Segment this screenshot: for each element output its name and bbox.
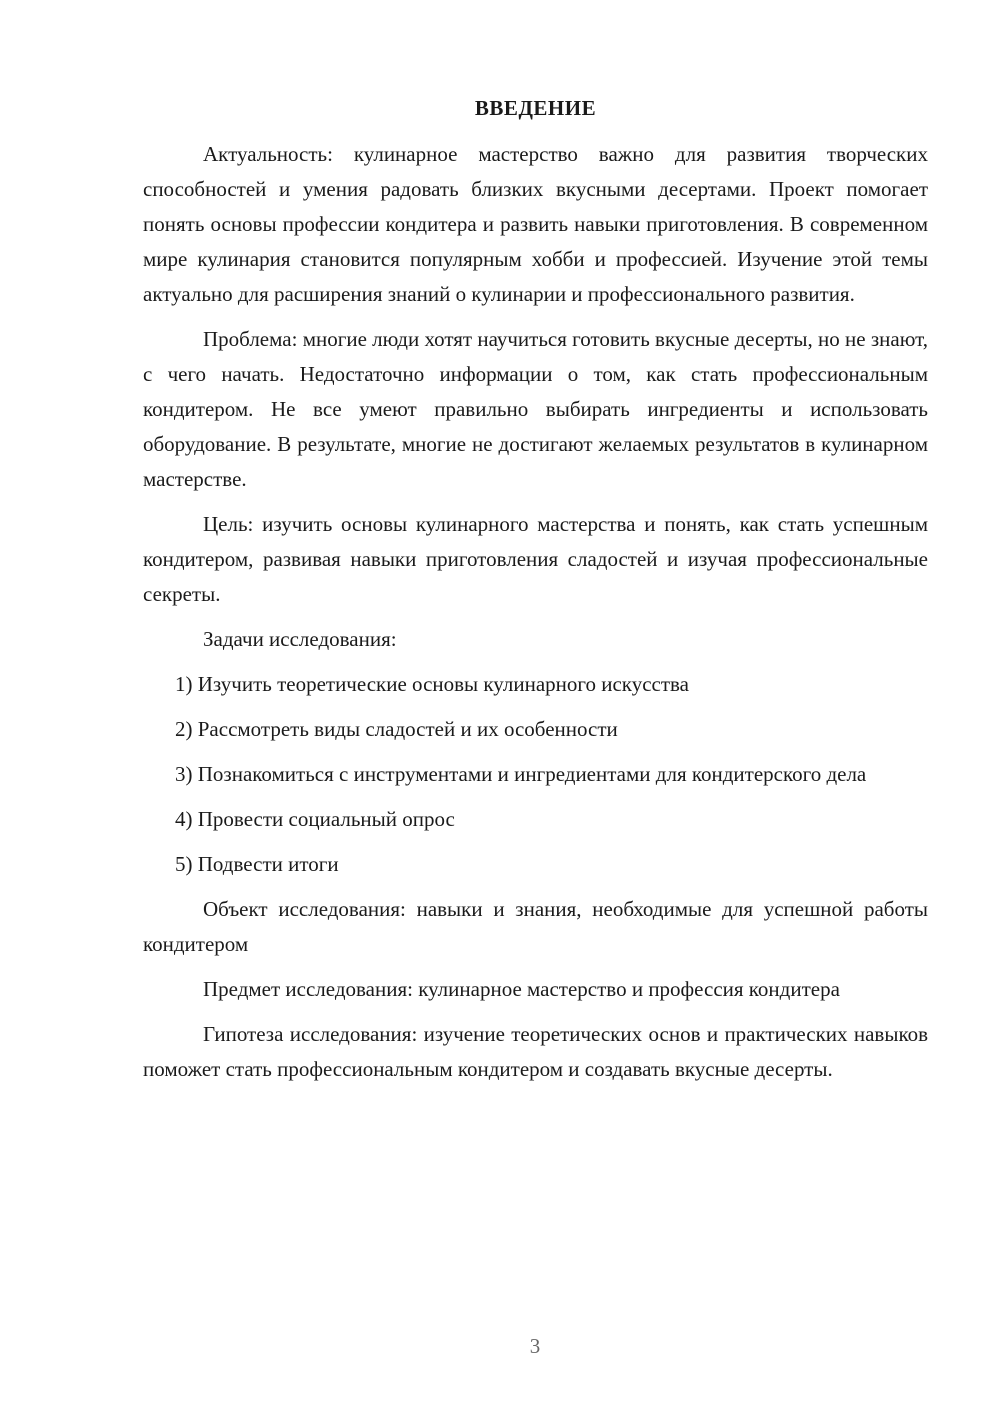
task-item: 5) Подвести итоги (175, 852, 339, 876)
task-item: 1) Изучить теоретические основы кулинарного искусства (175, 672, 689, 696)
document-page (143, 96, 928, 1097)
paragraph-subject: Предмет исследования: кулинарное мастерство и профессия кондитера (203, 977, 840, 1001)
paragraph-hypothesis: Гипотеза исследования: изучение теоретических основ и практических навыков поможет стать профессиональным кондитером и создавать вкусные десерты. (143, 1022, 928, 1081)
tasks-heading: Задачи исследования: (203, 627, 397, 651)
paragraph-relevance: Актуальность: кулинарное мастерство важно для развития творческих способностей и умения радовать близких вкусными десертами. Проект помогает понять основы профессии кондитера и развить навыки приготовления. В современном мире кулинария становится популярным хобби и профессией. Изучение этой темы актуально для расширения знаний о кулинарии и профессионального развития. (143, 142, 928, 306)
paragraph-object: Объект исследования: навыки и знания, необходимые для успешной работы кондитером (143, 897, 928, 956)
task-item: 2) Рассмотреть виды сладостей и их особенности (175, 717, 618, 741)
task-item: 3) Познакомиться с инструментами и ингредиентами для кондитерского дела (175, 762, 867, 786)
paragraph-problem: Проблема: многие люди хотят научиться готовить вкусные десерты, но не знают, с чего начать. Недостаточно информации о том, как стать профессиональным кондитером. Не все умеют правильно выбирать ингредиенты и использовать оборудование. В результате, многие не достигают желаемых результатов в кулинарном мастерстве. (143, 327, 928, 491)
page-number: 3 (529, 1334, 541, 1358)
task-item: 4) Провести социальный опрос (175, 807, 455, 831)
paragraph-goal: Цель: изучить основы кулинарного мастерства и понять, как стать успешным кондитером, развивая навыки приготовления сладостей и изучая профессиональные секреты. (143, 512, 928, 606)
page-title: ВВЕДЕНИЕ (474, 96, 597, 120)
